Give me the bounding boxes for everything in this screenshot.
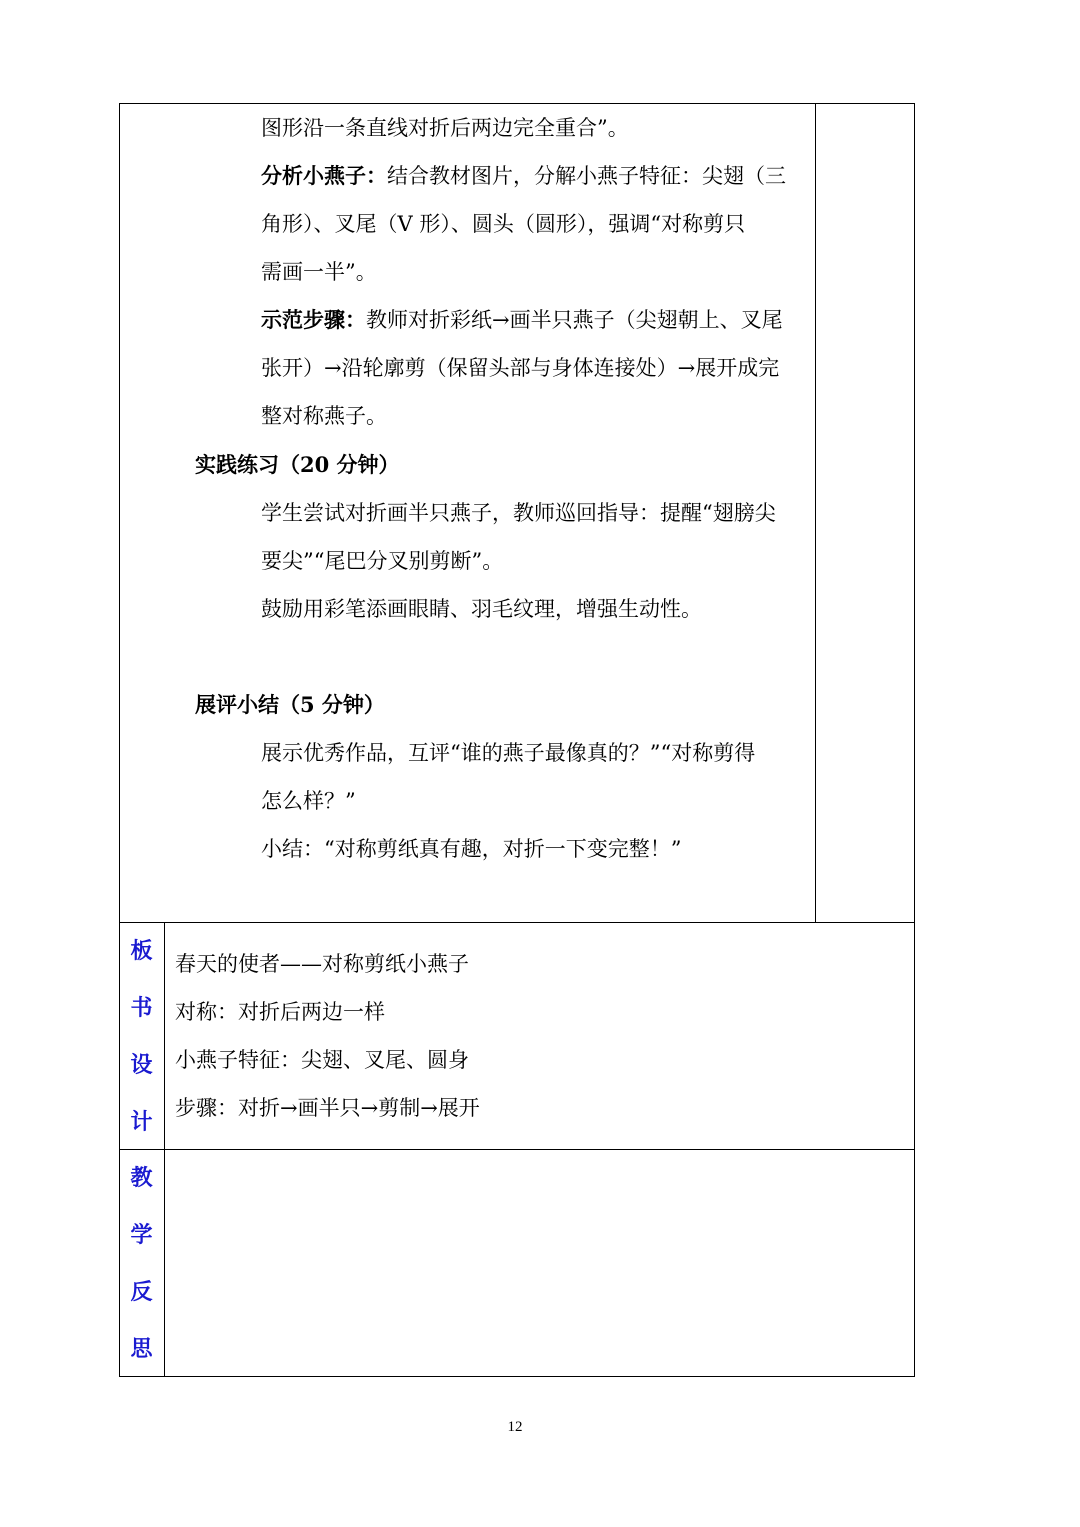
summary-line2: 怎么样？” [261, 789, 356, 813]
practice-line1: 学生尝试对折画半只燕子，教师巡回指导：提醒“翅膀尖 [261, 501, 776, 525]
reflection-label-char: 学 [130, 1222, 153, 1248]
practice-heading: 实践练习（20 分钟） [195, 452, 400, 477]
summary-heading: 展评小结（5 分钟） [195, 692, 385, 717]
demo-label: 示范步骤： [261, 307, 366, 332]
summary-line1: 展示优秀作品，互评“谁的燕子最像真的？”“对称剪得 [261, 741, 756, 765]
notes-column-divider [815, 103, 816, 923]
paragraph-demo-line3: 整对称燕子。 [261, 404, 387, 428]
reflection-label-char: 反 [130, 1279, 153, 1305]
board-line: 对称：对折后两边一样 [175, 1000, 385, 1024]
page-number: 12 [507, 1419, 523, 1435]
analyze-label: 分析小燕子： [261, 163, 387, 188]
paragraph-demo-line1 [261, 305, 783, 335]
board-label-char: 计 [130, 1109, 153, 1135]
row-divider-board [119, 922, 915, 923]
paragraph-demo-line2: 张开）→沿轮廓剪（保留头部与身体连接处）→展开成完 [261, 356, 780, 380]
board-title: 春天的使者——对称剪纸小燕子 [175, 952, 469, 976]
reflection-label-char: 教 [130, 1165, 153, 1191]
board-line: 小燕子特征：尖翅、叉尾、圆身 [175, 1048, 469, 1072]
paragraph-analyze-line2: 角形）、叉尾（V 形）、圆头（圆形），强调“对称剪只 [261, 212, 746, 236]
paragraph-symmetry-end: 图形沿一条直线对折后两边完全重合”。 [261, 116, 629, 140]
board-label-char: 设 [130, 1052, 153, 1078]
paragraph-analyze-line1 [261, 161, 786, 191]
table-right-border [914, 103, 915, 1377]
practice-line3: 鼓励用彩笔添画眼睛、羽毛纹理，增强生动性。 [261, 597, 702, 621]
label-column-divider [164, 922, 165, 1377]
table-bottom-border [119, 1376, 915, 1377]
reflection-label-char: 思 [130, 1336, 153, 1362]
demo-text: 教师对折彩纸→画半只燕子（尖翅朝上、叉尾 [366, 308, 783, 332]
row-divider-reflection [119, 1149, 915, 1150]
board-label-char: 板 [130, 938, 153, 964]
table-top-border [119, 103, 915, 104]
practice-line2: 要尖”“尾巴分叉别剪断”。 [261, 549, 504, 573]
summary-line3: 小结：“对称剪纸真有趣，对折一下变完整！” [261, 837, 682, 861]
analyze-text: 结合教材图片，分解小燕子特征：尖翅（三 [387, 164, 786, 188]
board-line: 步骤：对折→画半只→剪制→展开 [175, 1096, 480, 1120]
board-label-char: 书 [130, 995, 153, 1021]
paragraph-analyze-line3: 需画一半”。 [261, 260, 377, 284]
